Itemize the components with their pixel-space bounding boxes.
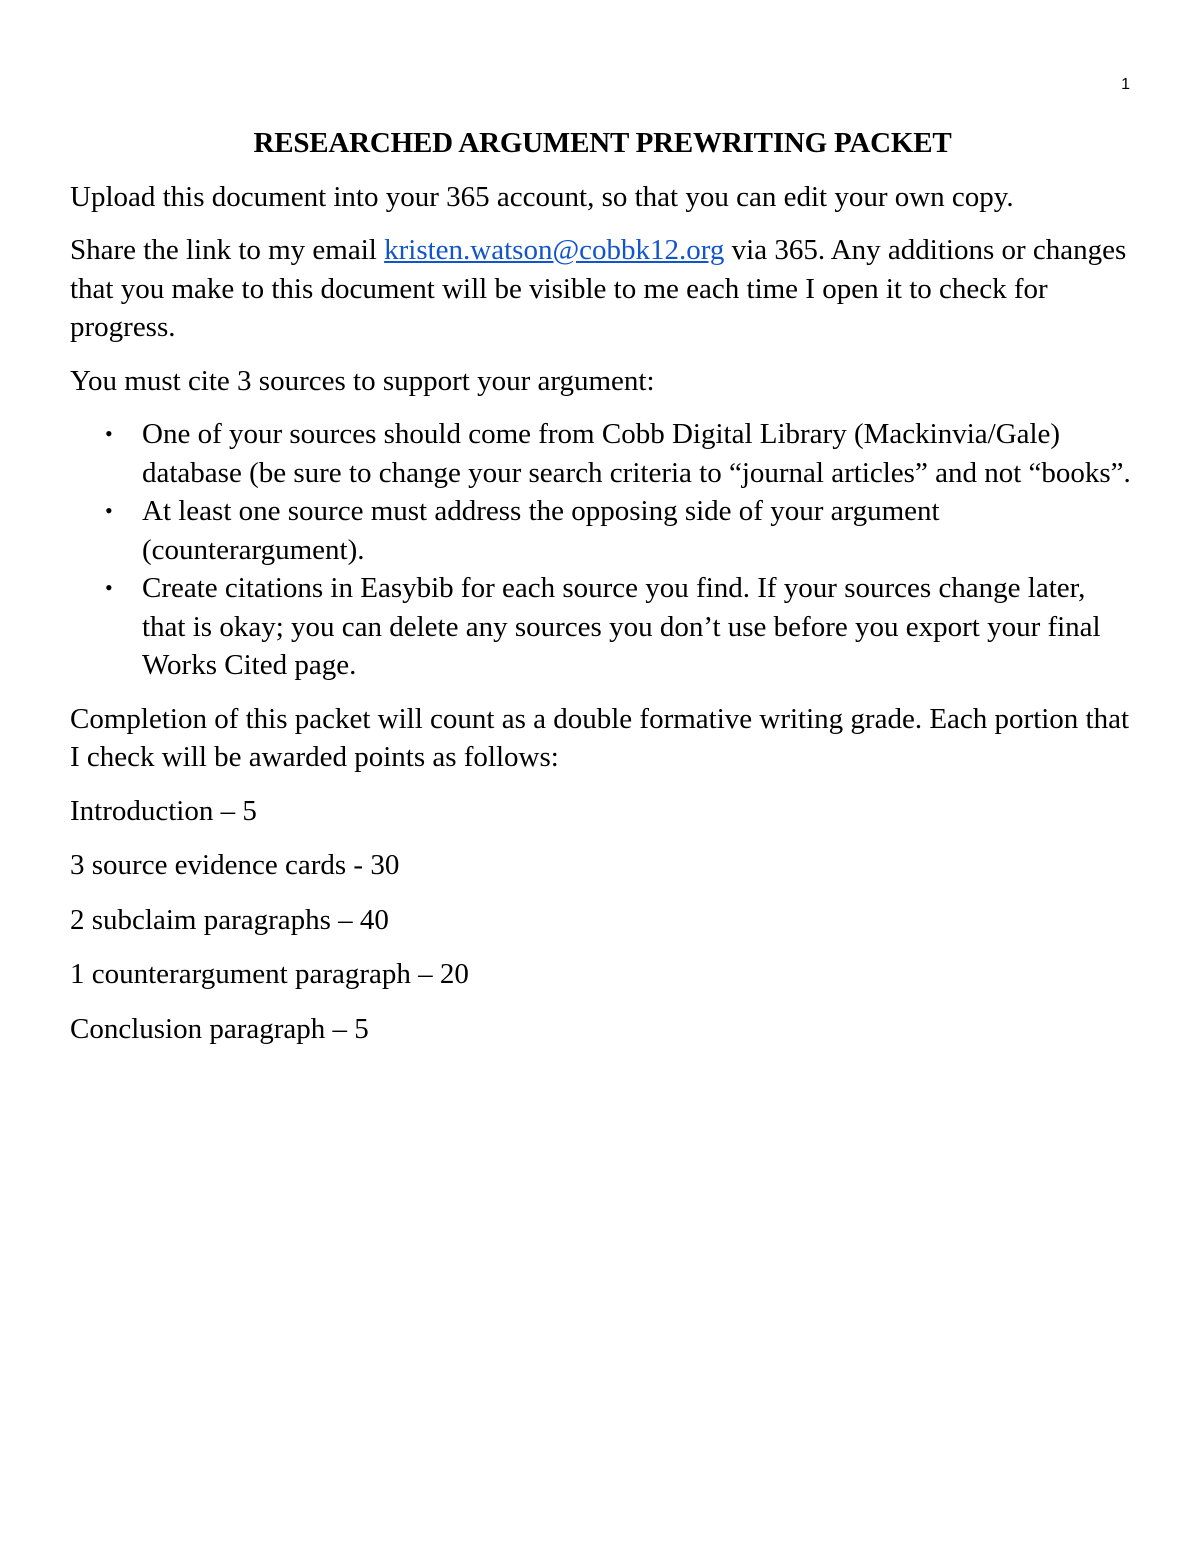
bullet-icon: • xyxy=(105,421,113,446)
page-number: 1 xyxy=(1121,76,1130,93)
bullet-icon: • xyxy=(105,498,113,523)
list-item-text: At least one source must address the opposing side of your argument (counterargument). xyxy=(142,495,940,566)
bullet-icon: • xyxy=(105,575,113,600)
score-list xyxy=(70,792,1135,1049)
document-body xyxy=(70,124,1135,1064)
share-text-after: via 365. Any additions or changes that you make to this document will be visible to me each time I open it to check for progress. xyxy=(70,234,1127,343)
share-paragraph xyxy=(70,231,1135,347)
cite-intro-paragraph: You must cite 3 sources to support your argument: xyxy=(70,364,655,397)
list-item-text: Create citations in Easybib for each source you find. If your sources change later, that is okay; you can delete any sources you don’t use before you export your final Works Cited page. xyxy=(142,572,1101,681)
requirements-list xyxy=(70,415,1135,685)
document-title: RESEARCHED ARGUMENT PREWRITING PACKET xyxy=(253,127,952,159)
list-item xyxy=(105,492,1135,569)
share-text-before: Share the link to my email xyxy=(70,234,385,266)
score-line-subclaim-paragraphs: 2 subclaim paragraphs – 40 xyxy=(70,903,389,936)
intro-paragraph: Upload this document into your 365 account, so that you can edit your own copy. xyxy=(70,180,1014,213)
score-line-introduction: Introduction – 5 xyxy=(70,794,257,827)
score-line-conclusion-paragraph: Conclusion paragraph – 5 xyxy=(70,1012,369,1045)
score-line-counterargument-paragraph: 1 counterargument paragraph – 20 xyxy=(70,958,469,990)
list-item xyxy=(105,415,1135,492)
score-line-evidence-cards: 3 source evidence cards - 30 xyxy=(70,849,400,881)
list-item-text: One of your sources should come from Cobb Digital Library (Mackinvia/Gale) database (be sure to change your search criteria to “journal articles” and not “books”. xyxy=(142,418,1131,489)
email-link[interactable]: kristen.watson@cobbk12.org xyxy=(384,234,725,266)
list-item xyxy=(105,569,1135,685)
grading-note-paragraph: Completion of this packet will count as a double formative writing grade. Each portion that I check will be awarded points as follows: xyxy=(70,702,1130,773)
